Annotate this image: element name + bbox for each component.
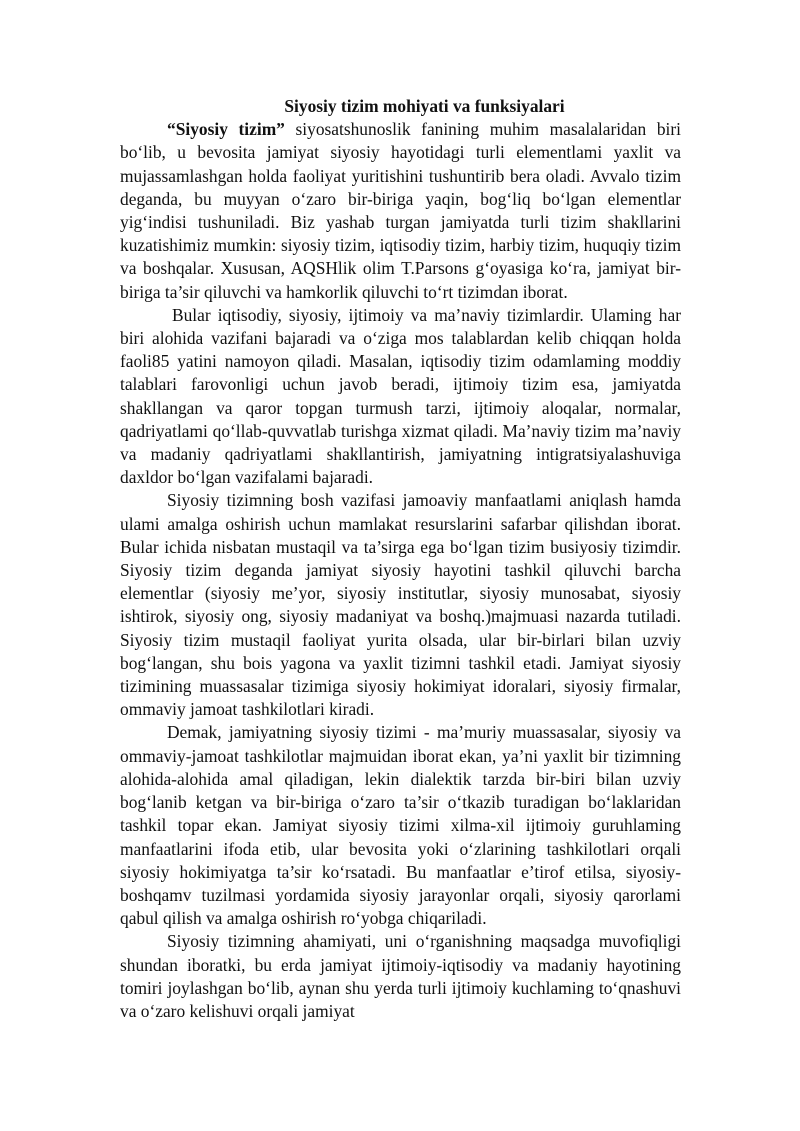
paragraph-2-text: Bular iqtisodiy, siyosiy, ijtimoiy va ma’naviy tizimlardir. Ulaming har biri alohida vazifani bajaradi va o‘ziga mos talablardan kelib chiqqan holda faoli85 yatini namoyon qiladi. Masalan, iqtisodiy tizim odamlaming moddiy talablari farovonligi uchun javob beradi, ijtimoiy tizim esa, jamiyatda shakllangan va qaror topgan turmush tarzi, ijtimoiy aloqalar, normalar, qadriyatlami qo‘llab-quvvatlab turishga xizmat qiladi. Ma’naviy tizim ma’naviy va madaniy qadriyatlami shakllantirish, jamiyatning intigratsiyalashuviga daxldor bo‘lgan vazifalami bajaradi. [120, 304, 681, 488]
document-page [120, 95, 681, 1023]
paragraph-4-text: Demak, jamiyatning siyosiy tizimi - ma’muriy muassasalar, siyosiy va ommaviy-jamoat tashkilotlar majmuidan iborat ekan, ya’ni yaxlit bir tizimning alohida-alohida amal qiladigan, lekin dialektik tarzda bir-biri bilan uzviy bog‘lanib ketgan va bir-biriga o‘zaro ta’sir o‘tkazib turadigan bo‘laklaridan tashkil topar ekan. Jamiyat siyosiy tizimi xilma-xil ijtimoiy guruhlaming manfaatlarini ifoda etib, ular bevosita yoki o‘zlarining tashkilotlari orqali siyosiy hokimiyatga ta’sir ko‘rsatadi. Bu manfaatlar e’tirof etilsa, siyosiy-boshqamv tuzilmasi yordamida siyosiy jarayonlar orqali, siyosiy qarorlami qabul qilish va amalga oshirish ro‘yobga chiqariladi. [120, 722, 681, 929]
paragraph-5 [120, 930, 681, 1023]
paragraph-2 [120, 304, 681, 490]
paragraph-1-text: siyosatshunoslik fanining muhim masalalaridan biri bo‘lib, u bevosita jamiyat siyosiy hayotidagi turli elementlami yaxlit va mujassamlashgan holda faoliyat yuritishini tushuntirib bera oladi. Avvalo tizim deganda, bu muyyan o‘zaro bir-biriga yaqin, bog‘liq bo‘lgan elementlar yig‘indisi tushuniladi. Biz yashab turgan jamiyatda turli tizim shakllarini kuzatishimiz mumkin: siyosiy tizim, iqtisodiy tizim, harbiy tizim, huquqiy tizim va boshqalar. Xususan, AQSHlik olim T.Parsons g‘oyasiga ko‘ra, jamiyat bir-biriga ta’sir qiluvchi va hamkorlik qiluvchi to‘rt tizimdan iborat. [120, 119, 682, 302]
paragraph-3-text: Siyosiy tizimning bosh vazifasi jamoaviy manfaatlami aniqlash hamda ulami amalga oshirish uchun mamlakat resurslarini safarbar qilishdan iborat. Bular ichida nisbatan mustaqil va ta’sirga ega bo‘lgan tizim busiyosiy tizimdir. Siyosiy tizim deganda jamiyat siyosiy hayotini tashkil qiluvchi barcha elementlar (siyosiy me’yor, siyosiy institutlar, siyosiy munosabat, siyosiy ishtirok, siyosiy ong, siyosiy madaniyat va boshq.)majmuasi nazarda tutiladi. Siyosiy tizim mustaqil faoliyat yurita olsada, ular bir-birlari bilan uzviy bog‘langan, shu bois yagona va yaxlit tizimni tashkil etadi. Jamiyat siyosiy tizimining muassasalar tizimiga siyosiy hokimiyat idoralari, siyosiy firmalar, ommaviy jamoat tashkilotlari kiradi. [120, 490, 681, 720]
document-title: Siyosiy tizim mohiyati va funksiyalari [284, 96, 565, 116]
paragraph-1-lead-term: “Siyosiy tizim” [167, 119, 285, 140]
paragraph-4 [120, 721, 681, 930]
paragraph-1 [120, 118, 681, 304]
paragraph-3 [120, 489, 681, 721]
paragraph-5-text: Siyosiy tizimning ahamiyati, uni o‘rganishning maqsadga muvofiqligi shundan iboratki, bu erda jamiyat ijtimoiy-iqtisodiy va madaniy hayotining tomiri joylashgan bo‘lib, aynan shu yerda turli ijtimoiy kuchlaming to‘qnashuvi va o‘zaro kelishuvi orqali jamiyat [120, 931, 681, 1021]
